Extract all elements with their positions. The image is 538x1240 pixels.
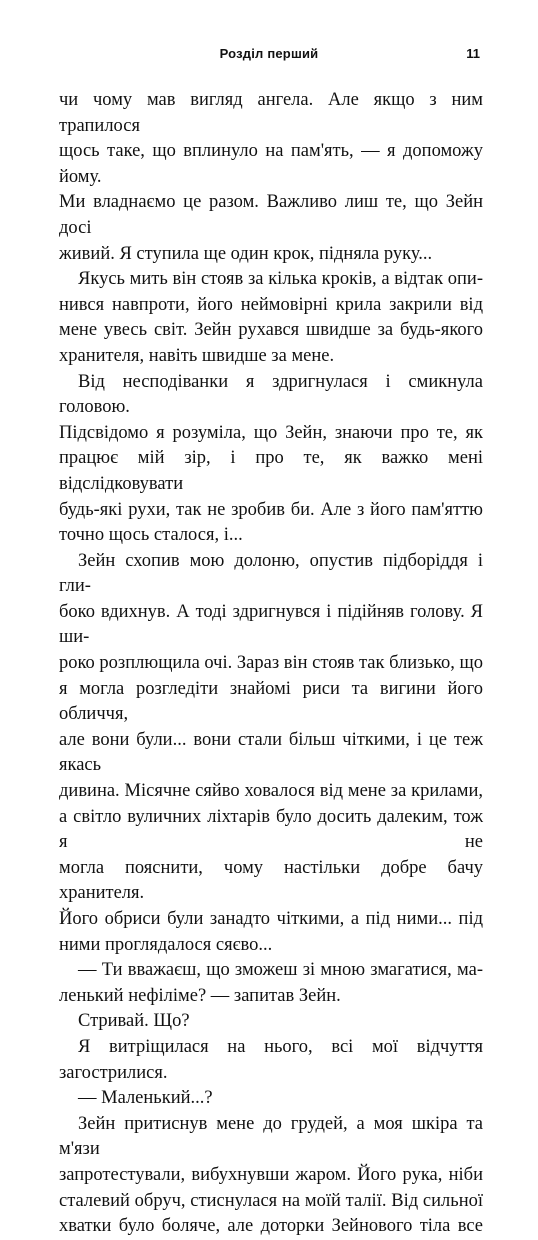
paragraph (59, 88, 483, 139)
text-line: — Ти вважаєш, що зможеш зі мною змагатися, ма- (78, 960, 483, 981)
paragraph-line (59, 805, 483, 856)
text-line: Стривай. Що? (78, 1011, 190, 1032)
chapter-running-title: Розділ перший (219, 46, 319, 61)
paragraph-line (59, 523, 483, 549)
text-line: хватки було боляче, але доторки Зейнового тіла все (59, 1216, 483, 1237)
paragraph-line (59, 677, 483, 728)
paragraph-line (59, 779, 483, 805)
text-line: мене увесь світ. Зейн рухався швидше за будь-якого (59, 320, 483, 341)
text-line: хранителя, навіть швидше за мене. (59, 345, 335, 366)
paragraph-line (59, 600, 483, 651)
paragraph-line (59, 907, 483, 933)
paragraph (59, 267, 483, 293)
text-line: могла пояснити, чому настільки добре бачу хранителя. (59, 857, 483, 904)
text-line: Я витріщилася на нього, всі мої відчуття загострилися. (59, 1036, 483, 1083)
paragraph-line (59, 1214, 483, 1240)
text-line: Його обриси були занадто чіткими, а під ними... під (59, 909, 483, 929)
text-line: я могла розгледіти знайомі риси та вигини його обличчя, (59, 678, 483, 725)
paragraph-line (59, 139, 483, 190)
text-line: ленький нефіліме? — запитав Зейн. (59, 985, 341, 1006)
text-line: точно щось сталося, і... (59, 525, 243, 546)
text-line: запротестували, вибухнувши жаром. Його рука, ніби (59, 1164, 483, 1185)
text-line: Підсвідомо я розуміла, що Зейн, знаючи про те, як (59, 422, 483, 443)
paragraph-line (59, 318, 483, 344)
paragraph-line (59, 344, 483, 370)
text-line: дивина. Місячне сяйво ховалося від мене за крилами, (59, 781, 483, 802)
text-line: живий. Я ступила ще один крок, підняла руку... (59, 243, 433, 264)
paragraph-line (59, 446, 483, 497)
dialogue-paragraph (59, 1086, 483, 1112)
text-line: Зейн схопив мою долоню, опустив підборіддя і гли- (59, 550, 483, 597)
text-line: боко вдихнув. А тоді здригнувся і підійняв голову. Я ши- (59, 601, 483, 648)
paragraph-line (59, 421, 483, 447)
dialogue-paragraph (59, 958, 483, 984)
text-line: Зейн притиснув мене до грудей, а моя шкіра та м'язи (59, 1113, 483, 1160)
paragraph (59, 549, 483, 600)
paragraph-line (59, 728, 483, 779)
text-line: роко розплющила очі. Зараз він стояв так близько, що (59, 653, 483, 674)
text-line: чи чому мав вигляд ангела. Але якщо з ним трапилося (59, 90, 483, 136)
paragraph-line (59, 933, 483, 959)
paragraph (59, 370, 483, 421)
text-line: Ми владнаємо це разом. Важливо лиш те, що Зейн досі (59, 192, 483, 238)
paragraph-line (59, 190, 483, 241)
body-text (59, 88, 483, 1240)
paragraph-line (59, 1163, 483, 1189)
text-line: сталевий обруч, стиснулася на моїй талії. Від сильної (59, 1190, 483, 1211)
paragraph (59, 1112, 483, 1163)
paragraph-line (59, 856, 483, 907)
paragraph (59, 1035, 483, 1086)
text-line: але вони були... вони стали більш чіткими, і це теж якась (59, 729, 483, 776)
text-line: а світло вуличних ліхтарів було досить далеким, тож я не (59, 806, 483, 853)
text-line: Якусь мить він стояв за кілька кроків, а відтак опи- (78, 269, 483, 290)
text-line: нився навпроти, його неймовірні крила закрили від (59, 294, 483, 315)
text-line: щось таке, що вплинуло на пам'ять, — я допоможу йому. (59, 141, 483, 187)
text-line: — Маленький...? (78, 1088, 213, 1109)
page-number: 11 (466, 46, 480, 61)
text-line: будь-які рухи, так не зробив би. Але з його пам'яттю (59, 499, 483, 520)
paragraph-line (59, 242, 483, 268)
paragraph (59, 1009, 483, 1035)
paragraph-line (59, 651, 483, 677)
paragraph-line (59, 1189, 483, 1215)
paragraph-line (59, 984, 483, 1010)
text-line: ними проглядалося сяєво... (59, 934, 273, 955)
running-head (0, 46, 538, 66)
text-line: Від несподіванки я здригнулася і смикнула головою. (59, 371, 483, 418)
paragraph-line (59, 293, 483, 319)
paragraph-line (59, 498, 483, 524)
text-line: працює мій зір, і про те, як важко мені відслідковувати (59, 448, 483, 494)
